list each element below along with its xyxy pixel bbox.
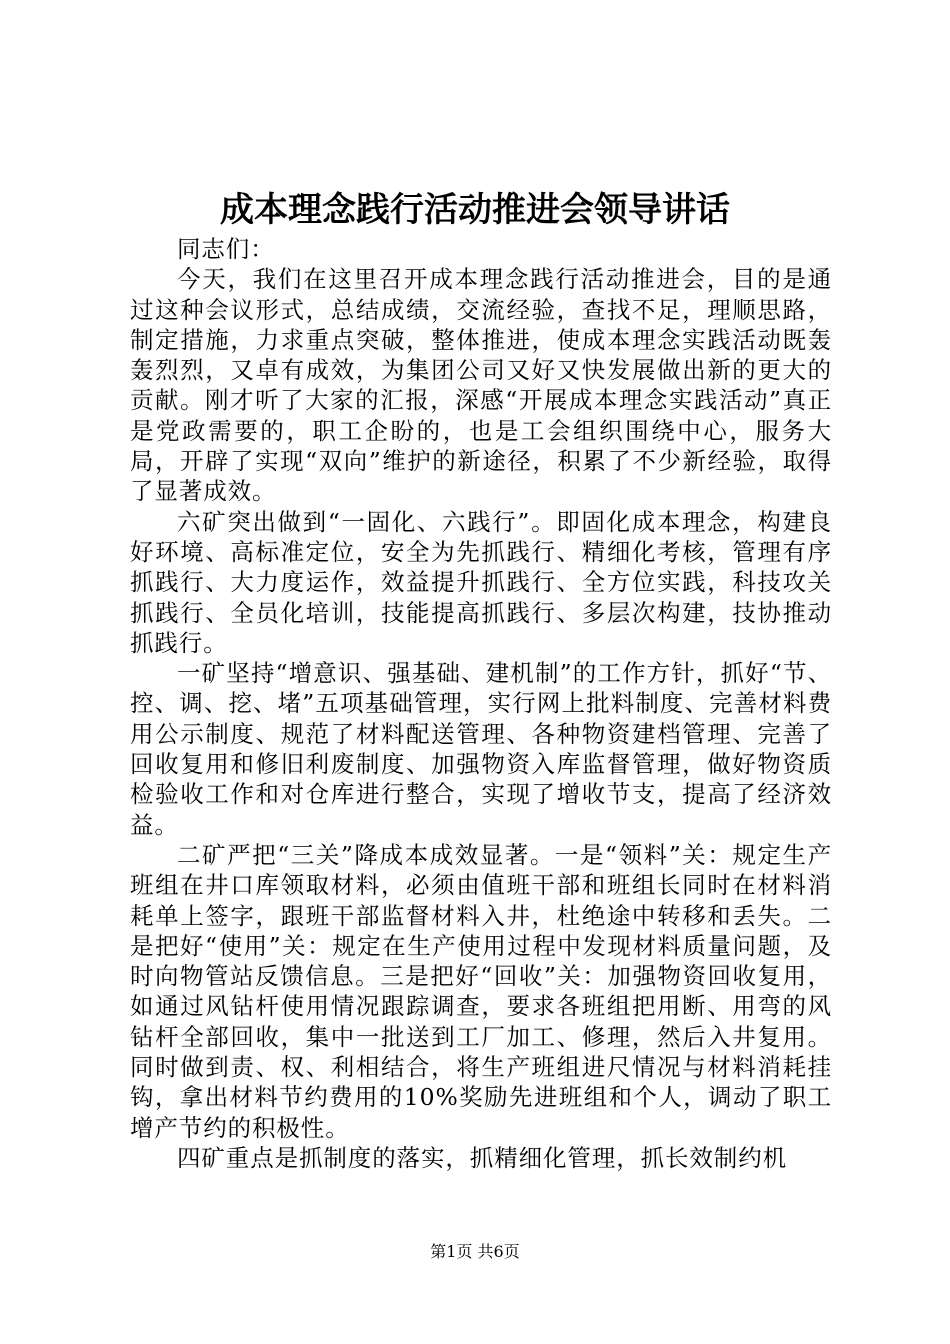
paragraph-mine-two: 二矿严把“三关”降成本成效显著。一是“领料”关：规定生产班组在井口库领取材料，必须由值班干部和班组长同时在材料消耗单上签字，跟班干部监督材料入井，杜绝途中转移和丢失。二是把好“使用”关：规定在生产使用过程中发现材料质量问题，及时向物管站反馈信息。三是把好“回收”关：加强物资回收复用，如通过风钻杆使用情况跟踪调查，要求各班组把用断、用弯的风钻杆全部回收，集中一批送到工厂加工、修理，然后入井复用。同时做到责、权、利相结合，将生产班组进尺情况与材料消耗挂钩，拿出材料节约费用的10%奖励先进班组和个人，调动了职工增产节约的积极性。 [130,840,832,1142]
document-body [130,234,832,1173]
salutation: 同志们： [177,235,275,263]
page-footer: 第1页 共6页 [430,1242,520,1261]
document-title: 成本理念践行活动推进会领导讲话 [220,190,730,230]
paragraph-mine-four: 四矿重点是抓制度的落实，抓精细化管理，抓长效制约机 [177,1143,787,1172]
paragraph-mine-one: 一矿坚持“增意识、强基础、建机制”的工作方针，抓好“节、控、调、挖、堵”五项基础管理，实行网上批料制度、完善材料费用公示制度、规范了材料配送管理、各种物资建档管理、完善了回收复用和修旧利废制度、加强物资入库监督管理，做好物资质检验收工作和对仓库进行整合，实现了增收节支，提高了经济效益。 [130,659,832,839]
paragraph-opening: 今天，我们在这里召开成本理念践行活动推进会，目的是通过这种会议形式，总结成绩，交流经验，查找不足，理顺思路，制定措施，力求重点突破，整体推进，使成本理念实践活动既轰轰烈烈，又卓有成效，为集团公司又好又快发展做出新的更大的贡献。刚才听了大家的汇报，深感“开展成本理念实践活动”真正是党政需要的，职工企盼的，也是工会组织围绕中心，服务大局，开辟了实现“双向”维护的新途径，积累了不少新经验，取得了显著成效。 [130,265,832,506]
paragraph-mine-six: 六矿突出做到“一固化、六践行”。即固化成本理念，构建良好环境、高标准定位，安全为先抓践行、精细化考核，管理有序抓践行、大力度运作，效益提升抓践行、全方位实践，科技攻关抓践行、全员化培训，技能提高抓践行、多层次构建，技协推动抓践行。 [130,507,832,657]
